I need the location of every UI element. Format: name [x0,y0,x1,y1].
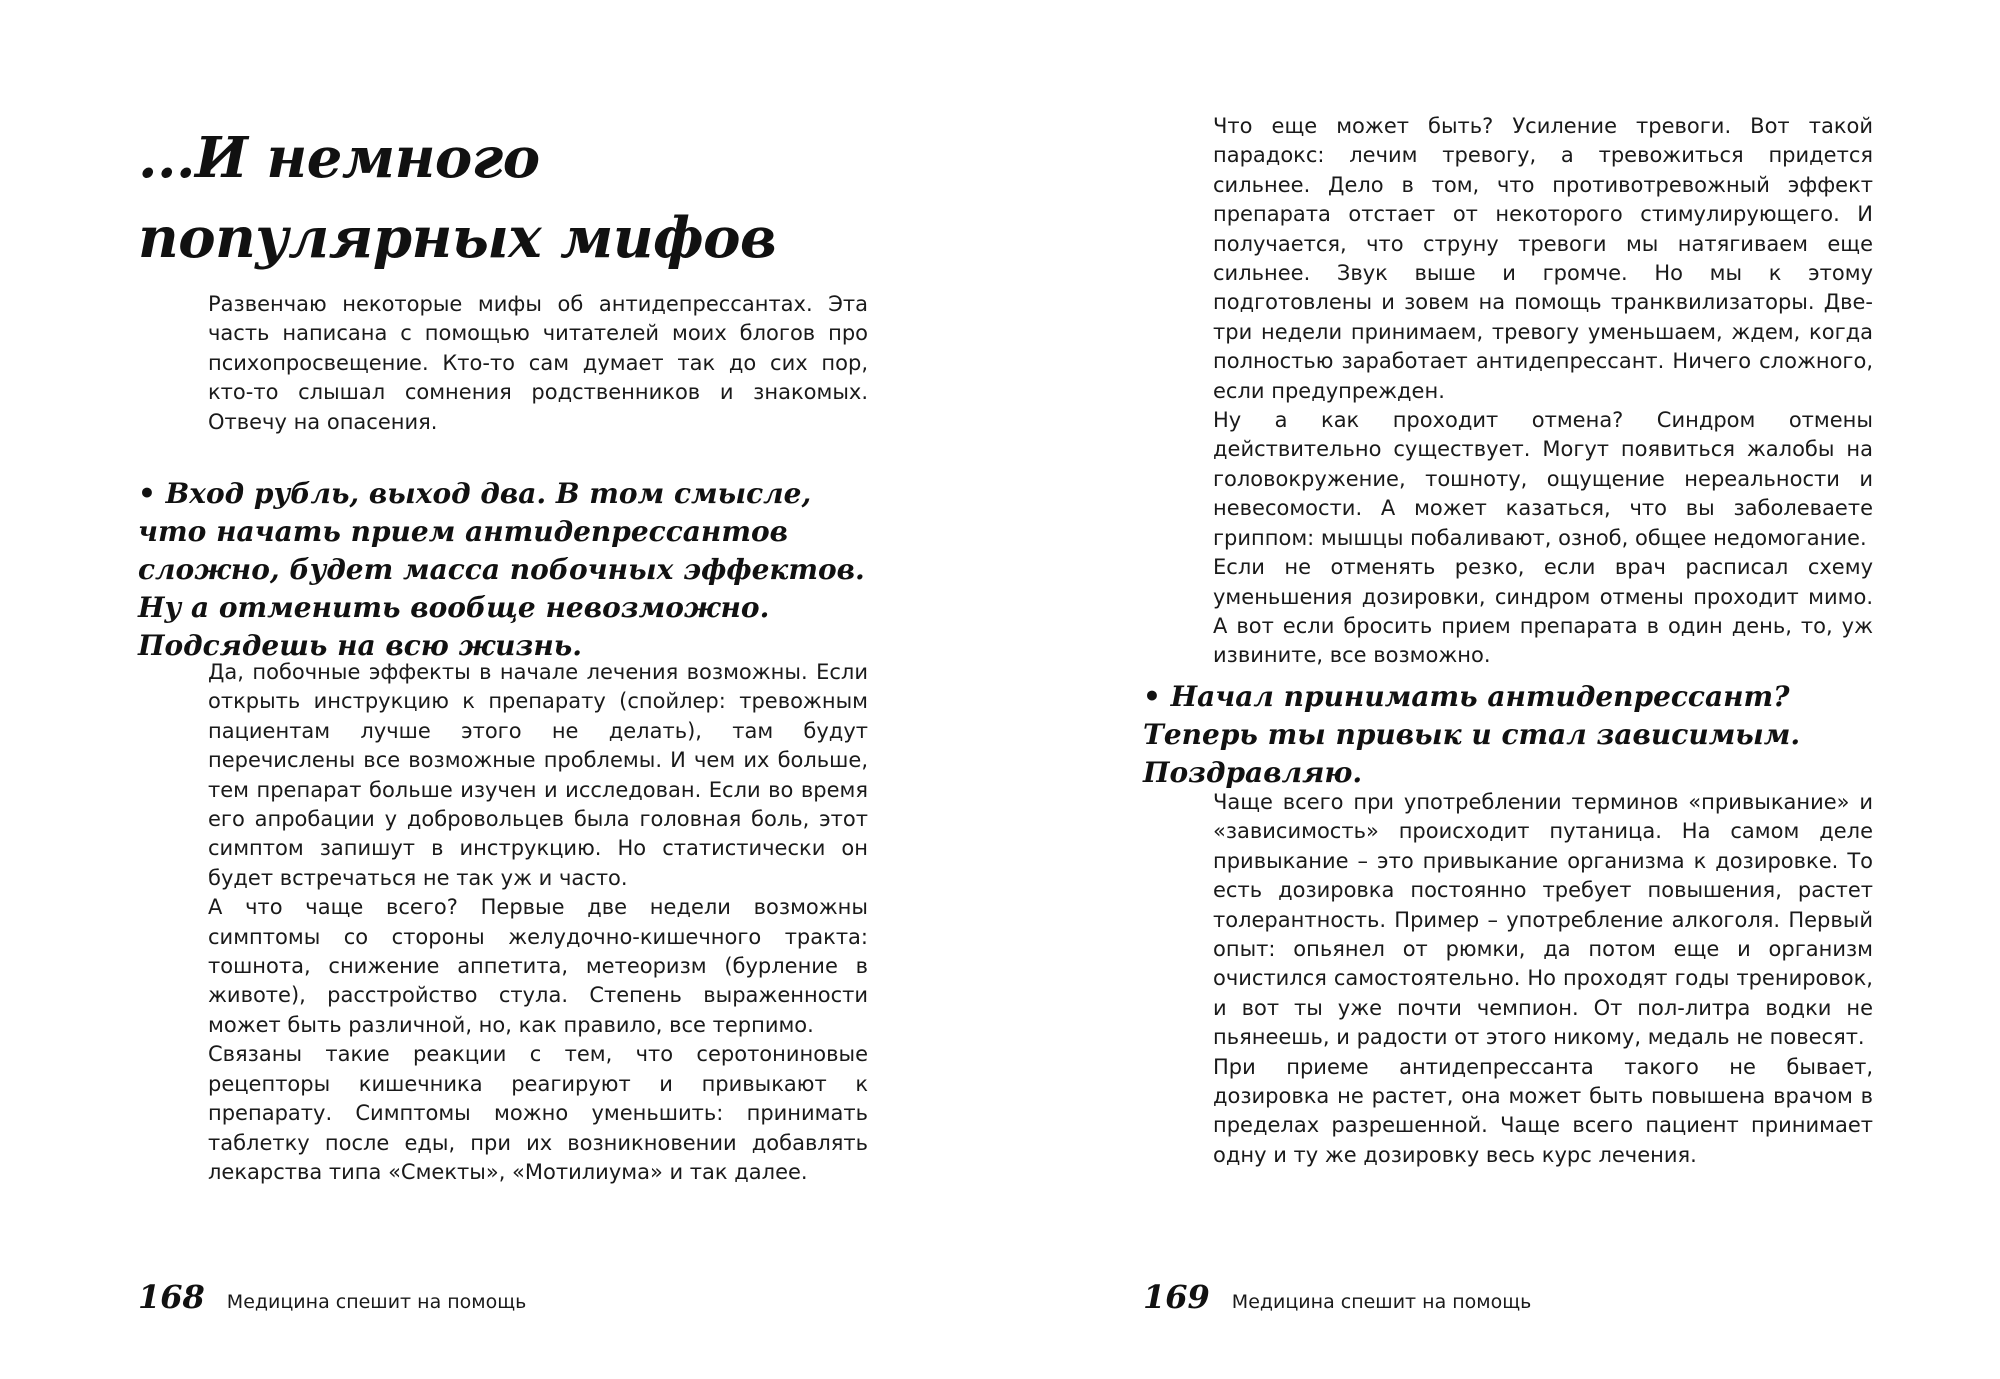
paragraph: А что чаще всего? Первые две недели возможны симптомы со стороны желудочно-кишечного тракта: тошнота, снижение аппетита, метеоризм (бурление в животе), расстройство стула. Степень выраженности может быть различной, но, как правило, все терпимо. [208,895,868,1037]
paragraph: При приеме антидепрессанта такого не бывает, дозировка не растет, она может быть повышена врачом в пределах разрешенной. Чаще всего пациент принимает одну и ту же дозировку весь курс лечения. [1213,1054,1873,1167]
myth-answer-1-continued [1213,112,1873,671]
chapter-title: ...И немного популярных мифов [138,125,777,271]
page-footer-right [1143,1278,1531,1316]
myth-answer-2 [1213,788,1873,1170]
paragraph: Да, побочные эффекты в начале лечения возможны. Если открыть инструкцию к препарату (спойлер: тревожным пациентам лучше этого не делать), там будут перечислены все возможные проблемы. И чем их больше, тем препарат больше изучен и исследован. Если во время его апробации у добровольцев была головная боль, этот симптом запишут в инструкцию. Но статистически он будет встречаться не так уж и часто. [208,660,868,890]
paragraph: Ну а как проходит отмена? Синдром отмены действительно существует. Могут появиться жалобы на головокружение, тошноту, ощущение нереальности и невесомости. А может казаться, что вы заболеваете гриппом: мышцы побаливают, озноб, общее недомогание. [1213,408,1873,550]
page-number: 168 [138,1278,205,1316]
paragraph: Чаще всего при употреблении терминов «привыкание» и «зависимость» происходит путаница. На самом деле привыкание – это привыкание организма к дозировке. То есть дозировка постоянно требует повышения, растет толерантность. Пример – употребление алкоголя. Первый опыт: опьянел от рюмки, да потом еще и организм очистился самостоятельно. Но проходят годы тренировок, и вот ты уже почти чемпион. От пол-литра водки не пьянеешь, и радости от этого никому, медаль не повесят. [1213,790,1873,1050]
running-head: Медицина спешит на помощь [226,1291,527,1313]
intro-paragraph [208,290,868,437]
page-number: 169 [1143,1278,1210,1316]
paragraph: Если не отменять резко, если врач расписал схему уменьшения дозировки, синдром отмены проходит мимо. А вот если бросить прием препарата в один день, то, уж извините, все возможно. [1213,555,1873,668]
page-footer-left [138,1278,526,1316]
running-head: Медицина спешит на помощь [1231,1291,1532,1313]
myth-answer-1 [208,658,868,1187]
myth-heading-2: • Начал принимать антидепрессант? Теперь ты привык и стал зависимым. Поздравляю. [1143,680,1801,789]
right-page [1000,0,2000,1379]
intro-text: Развенчаю некоторые мифы об антидепрессантах. Эта часть написана с помощью читателей моих блогов про психопросвещение. Кто-то сам думает так до сих пор, кто-то слышал сомнения родственников и знакомых. Отвечу на опасения. [208,292,868,434]
myth-heading-1: • Вход рубль, выход два. В том смысле, что начать прием антидепрессантов сложно, будет масса побочных эффектов. Ну а отменить вообще невозможно. Подсядешь на всю жизнь. [138,477,865,662]
paragraph: Связаны такие реакции с тем, что серотониновые рецепторы кишечника реагируют и привыкают к препарату. Симптомы можно уменьшить: принимать таблетку после еды, при их возникновении добавлять лекарства типа «Смекты», «Мотилиума» и так далее. [208,1042,868,1184]
paragraph: Что еще может быть? Усиление тревоги. Вот такой парадокс: лечим тревогу, а тревожиться придется сильнее. Дело в том, что противотревожный эффект препарата отстает от некоторого стимулирующего. И получается, что струну тревоги мы натягиваем еще сильнее. Звук выше и громче. Но мы к этому подготовлены и зовем на помощь транквилизаторы. Две-три недели принимаем, тревогу уменьшаем, ждем, когда полностью заработает антидепрессант. Ничего сложного, если предупрежден. [1213,114,1873,403]
